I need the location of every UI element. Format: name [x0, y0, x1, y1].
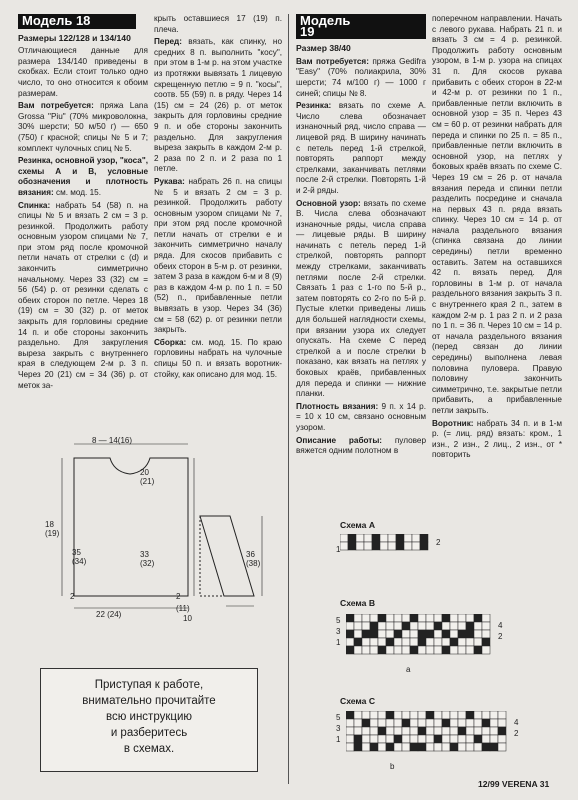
grid-cell — [402, 743, 410, 751]
model18-column-2 — [154, 14, 282, 382]
model18-back-cont: крыть оставшиеся 17 (19) п. плеча. — [154, 14, 282, 34]
grid-cell — [370, 743, 378, 751]
grid-cell — [418, 735, 426, 743]
body-outline — [74, 458, 188, 596]
model18-column-1 — [18, 14, 148, 393]
grid-cell — [370, 711, 378, 719]
grid-cell — [386, 638, 394, 646]
dim-35: 35 (34) — [72, 548, 87, 566]
dim-33: 33 (32) — [140, 550, 155, 568]
dim-10: 10 — [183, 614, 192, 623]
grid-cell — [482, 727, 490, 735]
model19-rib: Резинка: вязать по схеме А. Число слева обозначает изнаночный ряд, число справа — лицевой ряд. В ширину начинать с петель перед 1-й стрелкой, повторять раппорт между стрелками, заканчивать петлями после 2-й стрелки. Повторять 1-й и 2-й ряды. — [296, 101, 426, 195]
grid-cell — [388, 534, 396, 542]
grid-cell — [434, 719, 442, 727]
grid-cell — [442, 735, 450, 743]
grid-cell — [466, 630, 474, 638]
grid-cell — [402, 711, 410, 719]
grid-cell — [426, 646, 434, 654]
grid-cell — [372, 534, 380, 542]
grid-cell — [394, 646, 402, 654]
scheme-a-title: Схема А — [340, 520, 376, 530]
grid-cell — [450, 735, 458, 743]
grid-cell — [410, 622, 418, 630]
scheme-a-grid — [340, 534, 440, 558]
grid-cell — [354, 743, 362, 751]
grid-cell — [434, 638, 442, 646]
model19-description: Описание работы: пуловер вяжется одним полотном в — [296, 435, 427, 456]
grid-cell — [380, 534, 388, 542]
grid-cell — [404, 534, 412, 542]
grid-cell — [474, 630, 482, 638]
grid-cell — [346, 743, 354, 751]
grid-cell — [498, 735, 506, 743]
dim-11: (11) — [176, 604, 190, 613]
grid-cell — [418, 622, 426, 630]
grid-cell — [394, 719, 402, 727]
grid-cell — [450, 743, 458, 751]
grid-cell — [458, 711, 466, 719]
grid-cell — [362, 630, 370, 638]
dim-2b: 2 — [176, 592, 181, 601]
model18-title: Модель 18 — [18, 14, 136, 29]
grid-cell — [426, 630, 434, 638]
grid-cell — [466, 614, 474, 622]
grid-cell — [354, 646, 362, 654]
grid-cell — [354, 614, 362, 622]
grid-cell — [362, 614, 370, 622]
grid-cell — [386, 711, 394, 719]
grid-cell — [354, 735, 362, 743]
grid-cell — [402, 735, 410, 743]
model19-title: Модель 19 — [296, 14, 426, 39]
grid-cell — [378, 743, 386, 751]
grid-cell — [450, 719, 458, 727]
model18-sleeves: Рукава: набрать 26 п. на спицы № 5 и вязать 2 см = 3 р. резинкой. Продолжить работу основным узором спицами № 7, при этом ряд после кромочной петли начать от стрелки е и закончить симметрично началу ряда. Для скосов прибавить с обеих сторон в 5-м р. от резинки, затем 3 раза в каждом 6-м и 8 (9) раз в каждом 4-м р. по 1 п. = 50 (52) п., прибавленные петли вывязать в узор. Через 34 (36) см = 58 (62) р. от резинки петли закрыть. — [154, 176, 282, 335]
grid-cell — [442, 719, 450, 727]
grid-cell — [378, 711, 386, 719]
model19-density: Плотность вязания: 9 п. х 14 р. = 10 х 10 см, связано основным узором. — [296, 401, 426, 432]
grid-cell — [466, 735, 474, 743]
grid-cell — [354, 719, 362, 727]
grid-cell — [450, 727, 458, 735]
grid-cell — [402, 630, 410, 638]
grid-cell — [362, 719, 370, 727]
grid-cell — [354, 711, 362, 719]
grid-cell — [418, 646, 426, 654]
grid-cell — [396, 542, 404, 550]
grid-cell — [490, 735, 498, 743]
scheme-c-arrow-b: b — [390, 762, 395, 771]
grid-cell — [474, 646, 482, 654]
grid-cell — [482, 735, 490, 743]
grid-cell — [418, 743, 426, 751]
grid-cell — [458, 614, 466, 622]
grid-cell — [362, 646, 370, 654]
grid-cell — [386, 622, 394, 630]
grid-cell — [346, 646, 354, 654]
grid-cell — [340, 534, 348, 542]
grid-cell — [450, 711, 458, 719]
grid-cell — [450, 638, 458, 646]
note-line-5: в схемах. — [123, 743, 175, 755]
grid-cell — [346, 719, 354, 727]
grid-cell — [458, 743, 466, 751]
grid-cell — [426, 622, 434, 630]
grid-cell — [372, 542, 380, 550]
model19-main-pattern: Основной узор: вязать по схеме В. Числа слева обозначают изнаночные ряды, числа справа — лицевые ряды. В ширину начинать с петель перед 1-й стрелкой, повторять раппорт между стрелками, заканчивать петлями после 2-й стрелки. Связать 1 раз с 1-го по 5-й р., затем повторять со 2-го по 5-й р. Пустые клетки приведены лишь для большей наглядности схемы, при вязании узора их следует опускать. На схеме С перед стрелкой а и после стрелки b показано, как вязать на петлях у боковых краёв, прибавленных для переда и спинки — нижние планки. — [296, 198, 426, 399]
grid-cell — [450, 614, 458, 622]
model18-pattern: Резинка, основной узор, "коса", схемы А и В, условные обозначения и плотность вязания: см. мод. 15. — [18, 156, 148, 197]
grid-cell — [410, 711, 418, 719]
grid-cell — [466, 727, 474, 735]
grid-cell — [370, 614, 378, 622]
grid-cell — [498, 711, 506, 719]
grid-cell — [442, 743, 450, 751]
grid-cell — [386, 630, 394, 638]
grid-cell — [362, 622, 370, 630]
dim-18: 18 (19) — [45, 520, 60, 538]
grid-cell — [466, 719, 474, 727]
grid-cell — [386, 719, 394, 727]
dim-36: 36 (38) — [246, 550, 261, 568]
grid-cell — [434, 646, 442, 654]
grid-cell — [394, 622, 402, 630]
model19-collar: Воротник: набрать 34 п. и в 1-м р. (= лиц. ряд) вязать: кром., 1 изн., 2 изн., 2 лиц., 2 изн., от * повторить — [432, 418, 562, 460]
grid-cell — [450, 622, 458, 630]
grid-cell — [426, 735, 434, 743]
grid-cell — [434, 735, 442, 743]
grid-cell — [482, 719, 490, 727]
grid-cell — [410, 630, 418, 638]
grid-cell — [474, 622, 482, 630]
grid-cell — [388, 542, 396, 550]
scheme-b-grid — [346, 614, 496, 658]
grid-cell — [450, 630, 458, 638]
grid-cell — [442, 622, 450, 630]
model19-column-1 — [296, 14, 426, 459]
grid-cell — [466, 646, 474, 654]
scheme-b-rows-left: 5 3 1 — [336, 616, 341, 647]
grid-cell — [490, 727, 498, 735]
grid-cell — [402, 622, 410, 630]
grid-cell — [346, 711, 354, 719]
grid-cell — [340, 542, 348, 550]
scheme-b-arrow-a: a — [406, 665, 411, 674]
grid-cell — [426, 727, 434, 735]
grid-cell — [458, 630, 466, 638]
grid-cell — [348, 534, 356, 542]
note-line-4: и разберитесь — [110, 727, 188, 739]
scheme-c-rows-left: 5 3 1 — [336, 713, 341, 744]
grid-cell — [348, 542, 356, 550]
dim-22: 22 (24) — [96, 610, 122, 619]
grid-cell — [490, 719, 498, 727]
grid-cell — [426, 719, 434, 727]
grid-cell — [378, 630, 386, 638]
grid-cell — [370, 727, 378, 735]
grid-cell — [394, 614, 402, 622]
grid-cell — [410, 614, 418, 622]
grid-cell — [482, 622, 490, 630]
grid-cell — [364, 534, 372, 542]
instruction-note — [40, 668, 258, 772]
grid-cell — [418, 638, 426, 646]
grid-cell — [356, 534, 364, 542]
grid-cell — [354, 630, 362, 638]
grid-cell — [362, 638, 370, 646]
grid-cell — [482, 614, 490, 622]
grid-cell — [386, 727, 394, 735]
scheme-a-row-right: 2 — [436, 538, 441, 547]
grid-cell — [426, 711, 434, 719]
model19-column-2 — [432, 14, 562, 463]
grid-cell — [386, 735, 394, 743]
grid-cell — [418, 711, 426, 719]
grid-cell — [466, 743, 474, 751]
grid-cell — [482, 743, 490, 751]
grid-cell — [490, 743, 498, 751]
grid-cell — [412, 534, 420, 542]
grid-cell — [442, 711, 450, 719]
grid-cell — [442, 727, 450, 735]
scheme-c-grid — [346, 711, 512, 755]
grid-cell — [490, 711, 498, 719]
grid-cell — [442, 646, 450, 654]
note-line-3: всю инструкцию — [105, 711, 193, 723]
grid-cell — [346, 638, 354, 646]
grid-cell — [434, 743, 442, 751]
grid-cell — [394, 727, 402, 735]
grid-cell — [434, 630, 442, 638]
grid-cell — [378, 622, 386, 630]
grid-cell — [362, 743, 370, 751]
grid-cell — [482, 646, 490, 654]
grid-cell — [402, 638, 410, 646]
dim-top: 8 — 14(16) — [92, 436, 133, 445]
grid-cell — [458, 638, 466, 646]
grid-cell — [370, 622, 378, 630]
scheme-b-title: Схема В — [340, 598, 376, 608]
grid-cell — [396, 534, 404, 542]
model19-materials: Вам потребуется: пряжа Gedifra "Easy" (70% полиакрила, 30% шерсти; 74 м/100 г) — 1000 г синей; спицы № 8. — [296, 56, 427, 98]
grid-cell — [346, 727, 354, 735]
grid-cell — [370, 638, 378, 646]
dim-20: 20 (21) — [140, 468, 155, 486]
grid-cell — [458, 727, 466, 735]
column-divider — [288, 14, 289, 784]
grid-cell — [482, 638, 490, 646]
grid-cell — [420, 534, 428, 542]
scheme-b-rows-right: 4 2 — [498, 621, 503, 641]
grid-cell — [434, 614, 442, 622]
grid-cell — [426, 638, 434, 646]
model19-sizes: Размер 38/40 — [296, 43, 351, 54]
grid-cell — [354, 622, 362, 630]
grid-cell — [410, 646, 418, 654]
grid-cell — [354, 727, 362, 735]
grid-cell — [466, 711, 474, 719]
model18-intro: Отличающиеся данные для размера 134/140 приведены в скобках. Если стоит только одно число, то оно относится к обоим размерам. — [18, 46, 148, 98]
grid-cell — [474, 719, 482, 727]
grid-cell — [394, 630, 402, 638]
grid-cell — [418, 614, 426, 622]
grid-cell — [402, 727, 410, 735]
grid-cell — [498, 743, 506, 751]
scheme-c-rows-right: 4 2 — [514, 718, 519, 738]
grid-cell — [346, 735, 354, 743]
grid-cell — [418, 719, 426, 727]
grid-cell — [442, 630, 450, 638]
model18-back: Спинка: набрать 54 (58) п. на спицы № 5 и вязать 2 см = 3 р. резинкой. Продолжить работу основным узором спицами № 7, при этом ряд после кромочной петли начать от стрелки с (d) и закончить симметрично начальному. Через 33 (32) см = 56 (54) р. от резинки сделать с обеих сторон по петле. Через 18 (19) см = 30 (32) р. от меток закрыть для горловины средние 14 п. и обе стороны закончить раздельно. Для закругления выреза закрыть с внутреннего края в следующем 2-м р. 3 п. Через 20 (21) см = 34 (36) р. от меток за- — [18, 200, 148, 390]
grid-cell — [426, 743, 434, 751]
grid-cell — [370, 735, 378, 743]
grid-cell — [404, 542, 412, 550]
grid-cell — [410, 727, 418, 735]
grid-cell — [378, 735, 386, 743]
grid-cell — [370, 646, 378, 654]
grid-cell — [442, 638, 450, 646]
grid-cell — [378, 646, 386, 654]
grid-cell — [434, 622, 442, 630]
grid-cell — [418, 630, 426, 638]
grid-cell — [426, 614, 434, 622]
grid-cell — [362, 727, 370, 735]
grid-cell — [474, 727, 482, 735]
grid-cell — [434, 711, 442, 719]
grid-cell — [420, 542, 428, 550]
scheme-a-row-left: 1 — [336, 545, 341, 554]
scheme-c-title: Схема С — [340, 696, 376, 706]
grid-cell — [394, 743, 402, 751]
grid-cell — [362, 711, 370, 719]
note-line-2: внимательно прочитайте — [82, 695, 216, 707]
grid-cell — [346, 622, 354, 630]
grid-cell — [466, 638, 474, 646]
grid-cell — [370, 630, 378, 638]
grid-cell — [442, 614, 450, 622]
grid-cell — [482, 630, 490, 638]
grid-cell — [466, 622, 474, 630]
grid-cell — [378, 638, 386, 646]
grid-cell — [482, 711, 490, 719]
grid-cell — [474, 614, 482, 622]
grid-cell — [362, 735, 370, 743]
grid-cell — [458, 719, 466, 727]
grid-cell — [354, 638, 362, 646]
grid-cell — [410, 735, 418, 743]
grid-cell — [458, 646, 466, 654]
grid-cell — [386, 614, 394, 622]
grid-cell — [450, 646, 458, 654]
garment-schematic — [40, 436, 280, 626]
grid-cell — [402, 719, 410, 727]
grid-cell — [394, 711, 402, 719]
grid-cell — [434, 727, 442, 735]
grid-cell — [410, 638, 418, 646]
grid-cell — [370, 719, 378, 727]
note-line-1: Приступая к работе, — [94, 679, 204, 691]
grid-cell — [474, 735, 482, 743]
model18-front: Перед: вязать, как спинку, но средних 8 п. выполнить "косу", при этом в 1-м р. на этом участке из протяжки вывязать 1 лицевую скрещенную петлю = 9 п. "косы", соотв. 55 (59) п. в ряду. Через 14 (15) см = 24 (26) р. от меток закрыть для горловины средние 9 п. и обе стороны закончить раздельно. Для закругления выреза закрыть в каждом 2-м р. 2 раза по 2 п. и 2 раза по 1 петле. — [154, 37, 283, 174]
model18-sizes: Размеры 122/128 и 134/140 — [18, 32, 131, 43]
grid-cell — [410, 719, 418, 727]
grid-cell — [356, 542, 364, 550]
grid-cell — [402, 646, 410, 654]
model18-materials: Вам потребуется: пряжа Lana Grossa "Piu" (70% микроволокна, 30% шерсти; 50 м/50 г) — 650 (750) г красной; спицы № 5 и 7; комплект чулочных спиц № 5. — [18, 101, 148, 153]
grid-cell — [394, 638, 402, 646]
grid-cell — [378, 719, 386, 727]
grid-cell — [378, 727, 386, 735]
grid-cell — [412, 542, 420, 550]
dim-2a: 2 — [70, 592, 75, 601]
grid-cell — [364, 542, 372, 550]
grid-cell — [346, 630, 354, 638]
grid-cell — [402, 614, 410, 622]
grid-cell — [378, 614, 386, 622]
grid-cell — [380, 542, 388, 550]
page-footer: 12/99 VERENA 31 — [478, 779, 550, 789]
model18-assembly: Сборка: см. мод. 15. По краю горловины набрать на чулочные спицы 50 п. и вязать воротник-стойку, как описано для мод. 15. — [154, 337, 282, 379]
grid-cell — [394, 735, 402, 743]
grid-cell — [474, 711, 482, 719]
grid-cell — [474, 743, 482, 751]
grid-cell — [498, 719, 506, 727]
grid-cell — [458, 622, 466, 630]
grid-cell — [410, 743, 418, 751]
grid-cell — [474, 638, 482, 646]
grid-cell — [418, 727, 426, 735]
model19-description-cont: поперечном направлении. Начать с левого рукава. Набрать 21 п. и вязать 3 см = 4 р. резинкой. Продолжить работу основным узором, в 1-м р. узора на спицах 31 п. Для скосов рукава прибавить с обеих сторон в 22-м и 42-м р. от резинки по 1 п., прибавленные петли включить в основной узор = 35 п. Через 43 см = 60 р. от резинки набрать для переда и спинки по 25 п. = 85 п., прибавленные петли включить в основной узор, на петлях у боковых краёв вязать по схеме С. Через 19 см = 26 р. от начала вязания переда и спинки петли разделить посредине и сначала на первых 43 п. ряда вязать спинку. Через 10 см = 14 р. от начала раздельного вязания (спинка связана до линии середины) петли временно оставить. Затем на оставшихся 42 п. вязать перед. Для горловины в 1-м р. от начала раздельного вязания закрыть 3 п. с внутреннего края 2 п., затем в каждом 2-м р. 1 раз 2 п. и 2 раза по 1 п. = 36 п. Через 10 см = 14 р. от начала раздельного вязания (перед связан до линии середины) выполнена левая половина пуловера. Правую половину закончить симметрично, т.е. закрытые петли прибавить, а прибавленные петли закрыть. — [432, 14, 562, 415]
grid-cell — [346, 614, 354, 622]
grid-cell — [386, 646, 394, 654]
grid-cell — [386, 743, 394, 751]
grid-cell — [498, 727, 506, 735]
grid-cell — [458, 735, 466, 743]
